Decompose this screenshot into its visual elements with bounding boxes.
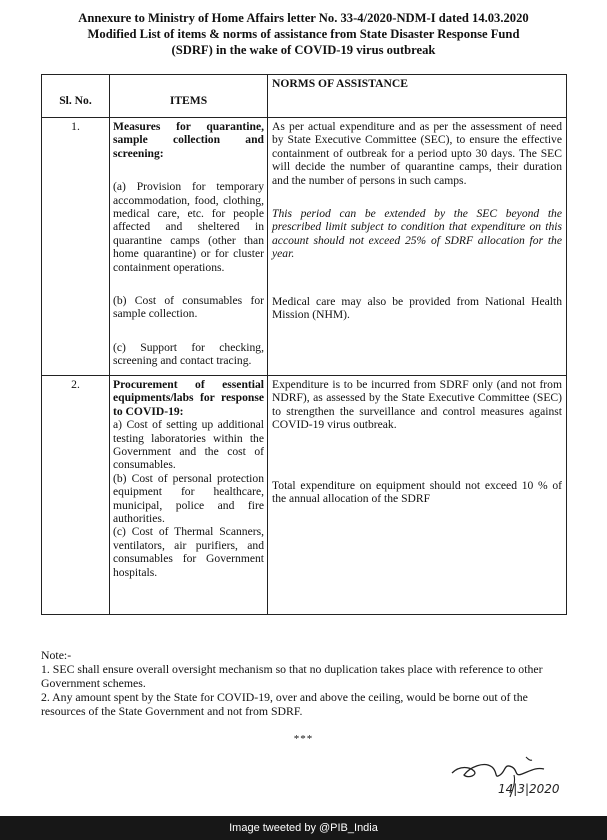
notes-title: Note:- <box>41 648 72 662</box>
signature-date: 14|3|2020 <box>498 782 560 796</box>
row-1-items <box>110 118 268 376</box>
document-heading <box>40 10 567 58</box>
row-2-sl: 2. <box>42 376 110 615</box>
notes-section <box>41 648 571 718</box>
signature-mark <box>526 757 532 760</box>
assistance-table <box>41 74 567 615</box>
header-norms: NORMS OF ASSISTANCE <box>268 75 567 118</box>
row-1-item-title: Measures for quarantine, sample collection and screening: <box>113 120 264 160</box>
row-1-norms <box>268 118 567 376</box>
end-stars: *** <box>293 733 314 745</box>
row-1-norm-1: As per actual expenditure and as per the assessment of need by State Executive Committee (SEC), to ensure the effective containment of outbreak for a period upto 30 days. The SEC will decide the number of quarantine camps, their duration and the number of persons in such camps. <box>272 120 562 187</box>
row-1-norm-3: Medical care may also be provided from National Health Mission (NHM). <box>272 294 562 322</box>
row-2-item-c: (c) Cost of Thermal Scanners, ventilators, air purifiers, and consumables for Government hospitals. <box>113 525 264 579</box>
row-1-item-a: (a) Provision for temporary accommodation, food, clothing, medical care, etc. for people affected and sheltered in quarantine camps (other than home quarantine) or for cluster containment operations. <box>113 180 264 274</box>
row-2-norm-2: Total expenditure on equipment should not exceed 10 % of the annual allocation of the SDRF <box>272 478 562 506</box>
row-2-norm-1: Expenditure is to be incurred from SDRF only (and not from NDRF), as assessed by the State Executive Committee (SEC) to strengthen the surveillance and control measures against COVID-19 virus outbreak. <box>272 378 562 432</box>
table-row <box>42 376 567 615</box>
note-2: 2. Any amount spent by the State for COVID-19, over and above the ceiling, would be borne out of the resources of the State Government and not from SDRF. <box>41 690 528 718</box>
heading-line-3: (SDRF) in the wake of COVID-19 virus outbreak <box>171 43 436 57</box>
row-2-items <box>110 376 268 615</box>
note-1: 1. SEC shall ensure overall oversight mechanism so that no duplication takes place with reference to other Government schemes. <box>41 662 543 690</box>
header-sl-no: Sl. No. <box>42 75 110 118</box>
row-2-item-title: Procurement of essential equipments/labs for response to COVID-19: <box>113 378 264 418</box>
table-header-row <box>42 75 567 118</box>
heading-line-1: Annexure to Ministry of Home Affairs letter No. 33-4/2020-NDM-I dated 14.03.2020 <box>78 11 529 25</box>
header-items: ITEMS <box>110 75 268 118</box>
signature-stroke <box>452 765 544 777</box>
row-1-item-c: (c) Support for checking, screening and contact tracing. <box>113 340 264 368</box>
row-2-norms <box>268 376 567 615</box>
table-row <box>42 118 567 376</box>
image-credit-footer: Image tweeted by @PIB_India <box>0 816 607 840</box>
row-1-sl: 1. <box>42 118 110 376</box>
row-1-item-b: (b) Cost of consumables for sample collection. <box>113 294 264 321</box>
heading-line-2: Modified List of items & norms of assistance from State Disaster Response Fund <box>87 27 520 41</box>
row-2-item-b: (b) Cost of personal protection equipment for healthcare, municipal, police and fire authorities. <box>113 471 264 526</box>
row-1-norm-2: This period can be extended by the SEC beyond the prescribed limit subject to condition that expenditure on this account should not exceed 25% of SDRF allocation for the year. <box>272 207 562 261</box>
row-2-item-a: a) Cost of setting up additional testing laboratories within the Government and the cost of consumables. <box>113 418 264 472</box>
signature-image <box>440 745 600 810</box>
